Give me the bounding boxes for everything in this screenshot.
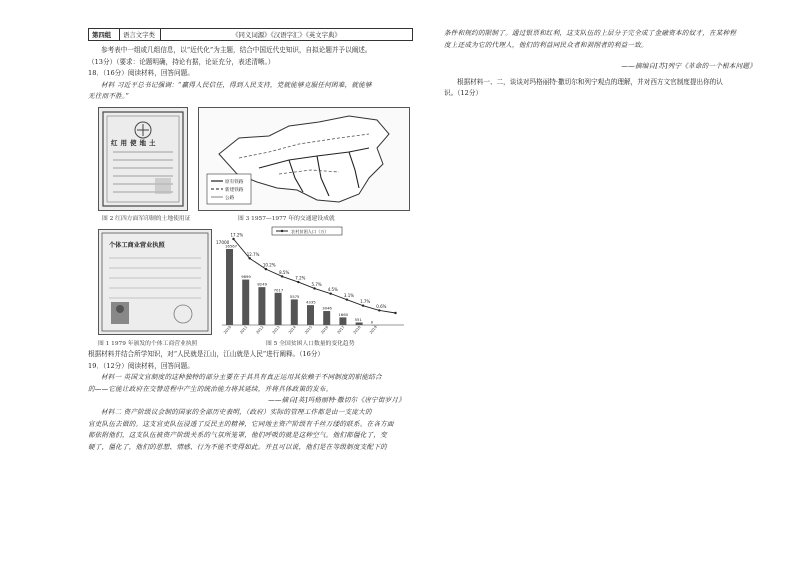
material-line: 材料 习近平总书记强调：“赢得人民信任，得到人民支持，党就能够克服任何困难，就能够	[101, 80, 372, 89]
intro-requirements: （13分）（要求：论题明确，持论有据，论证充分，表述清晰。）	[88, 57, 275, 66]
chart-line-point	[265, 268, 267, 270]
chart-line-point	[232, 238, 234, 240]
chart-legend-label: 农村贫困人口（万）	[291, 228, 329, 234]
chart-line-label: 1.7%	[360, 299, 371, 305]
chart-line-label: 5.7%	[311, 281, 322, 287]
chart-x-tick-label: 2019	[368, 325, 378, 335]
chart-bar-label: 7017	[273, 287, 284, 293]
chart-line-label: 17.2%	[230, 232, 244, 238]
chart-bar	[339, 317, 346, 325]
chart-y-top-label: 17000	[216, 239, 230, 245]
chart-bar-label: 5575	[289, 293, 300, 299]
chart-bar	[242, 280, 249, 325]
chart-bar-label: 1660	[338, 311, 349, 317]
chart-bar-label: 8249	[257, 281, 268, 287]
chart-bar-label: 9899	[241, 274, 251, 280]
header-table	[88, 28, 413, 41]
chart-bar	[291, 299, 298, 325]
chart-line-point	[249, 257, 251, 259]
chart-bar-label: 4335	[306, 299, 316, 305]
chart-bar	[307, 305, 314, 325]
chart-line-point	[313, 287, 315, 289]
poverty-chart	[214, 225, 410, 337]
chart-x-tick-label: 2012	[255, 325, 265, 335]
chart-line-label: 4.5%	[327, 287, 338, 293]
material-line: 硬了，僵化了，他们的思想、情感、行为不能不变得如此。并且可以说，他们是在等级制度支配下的	[88, 442, 387, 451]
figure-3-caption: 图 3 1957—1977 年的交通建设成就	[238, 215, 335, 222]
figure-4-caption: 图 1 1979 年颁发的个体工商营业执照	[98, 340, 198, 347]
chart-line-label: 3.1%	[343, 293, 355, 299]
chart-line-point	[281, 275, 283, 277]
chart-bar	[258, 287, 265, 325]
material-source: ——摘编自[苏]列宁《革命的一个根本问题》	[621, 62, 756, 71]
chart-line-label: 8.5%	[279, 269, 290, 275]
chart-x-tick-label: 2013	[271, 325, 281, 335]
map-legend-item: 原有铁路	[225, 179, 244, 185]
task-18: 根据材料并结合所学知识，对“人民就是江山，江山就是人民”进行阐释。（16分）	[88, 349, 325, 358]
map-legend-item: 公路	[225, 195, 235, 201]
intro-text: 参考表中一组或几组信息，以“近代化”为主题，结合中国近代史知识，自拟论题并予以阐述。	[101, 46, 372, 54]
chart-bar	[275, 293, 282, 325]
chart-x-tick-label: 2014	[287, 325, 297, 335]
chart-line-point	[378, 309, 380, 311]
chart-x-tick-label: 2016	[320, 325, 330, 335]
chart-x-tick-label: 2010	[223, 325, 233, 335]
chart-line-label: 10.2%	[262, 262, 276, 268]
map-legend-item: 新建铁路	[225, 187, 244, 193]
transport-map-image	[198, 107, 410, 211]
left-column	[88, 28, 413, 453]
chart-x-tick-label: 2015	[304, 325, 314, 335]
chart-line-label: 12.7%	[246, 251, 260, 257]
chart-bar	[226, 249, 233, 325]
question-19-heading: 19．（12分）阅读材料，回答问题。	[88, 361, 194, 370]
chart-x-tick-label: 2017	[336, 325, 346, 335]
chart-x-tick-label: 2011	[239, 325, 249, 335]
task-19: 根据材料一、二，谈谈对玛格丽特·撒切尔和列宁观点的理解，并对西方文官制度提出你的认	[457, 77, 723, 86]
question-18-heading: 18．（16分）阅读材料，回答问题。	[88, 69, 194, 78]
chart-line-point	[394, 312, 396, 314]
chart-line-point	[297, 281, 299, 283]
chart-line-point	[330, 292, 332, 294]
land-certificate-image	[98, 107, 188, 211]
chart-bar-label: 0	[370, 319, 374, 325]
material-line: 材料一 英国文官制度的这种独特的部分主要在于其具有真正运用其依赖于不同制度的职能结合	[101, 373, 382, 382]
material-line: 无往而不胜。”	[88, 92, 130, 101]
task-19-continued: 识。（12分）	[444, 89, 483, 98]
figure-5-caption: 图 5 全国贫困人口数量的变化趋势	[266, 340, 355, 347]
chart-bar-label: 16567	[225, 243, 238, 249]
header-cell-group: 第四组	[89, 29, 120, 41]
figure-2-caption: 图 2 红四方面军印制的土地使用证	[102, 215, 191, 222]
material-line: 都依附他们，这支队伍被资产阶级关系的气氛所笼罩，他们呼吸的就是这种空气。他们都僵化了，变	[88, 431, 387, 440]
right-column	[444, 28, 764, 100]
chart-line-point	[362, 304, 364, 306]
chart-line-point	[346, 298, 348, 300]
material-line: 官吏队伍去做的。这支官吏队伍浸透了反民主的精神，它同地主资产阶级有千丝万缕的联系。在各方面	[88, 419, 394, 428]
chart-bar	[323, 311, 330, 325]
business-license-image	[98, 229, 212, 335]
header-cell-books: 《同义词源》《汉语字汇》《英文字典》	[161, 29, 413, 41]
material-line: 度上还成为它的代理人，他们的利益同民众者和剥削者的利益一致。	[444, 40, 648, 49]
header-cell-category: 语言文字类	[120, 29, 161, 41]
material-line: 材料二 资产阶级议会制的国家的全部历史表明，（政府）实际的管理工作都是由一支庞大的	[101, 407, 372, 416]
chart-bar	[356, 322, 363, 325]
chart-line-label: 7.2%	[295, 275, 306, 281]
material-line: 条件和规约的限制了。通过银票和红利，这支队伍的上层分子完全成了金融资本的奴才，在某种程	[444, 29, 737, 37]
poverty-chart-svg	[214, 225, 410, 337]
business-license-title: 个体工商业营业执照	[109, 241, 165, 249]
material-source: ——摘自[英]玛格丽特·撒切尔《唐宁街岁月》	[268, 396, 405, 405]
material-line: 的——它能让政府在交替进程中产生的统治能力将其延续，并将具体政策的发布。	[88, 384, 333, 393]
land-certificate-title: 红用使地土	[111, 138, 159, 147]
figure-row-1	[88, 105, 413, 223]
chart-line-label: 0.6%	[376, 303, 387, 309]
chart-x-tick-label: 2018	[352, 325, 362, 335]
chart-bar-label: 551	[354, 316, 362, 322]
chart-bar-label: 3046	[322, 305, 332, 311]
figure-row-2	[88, 225, 413, 349]
